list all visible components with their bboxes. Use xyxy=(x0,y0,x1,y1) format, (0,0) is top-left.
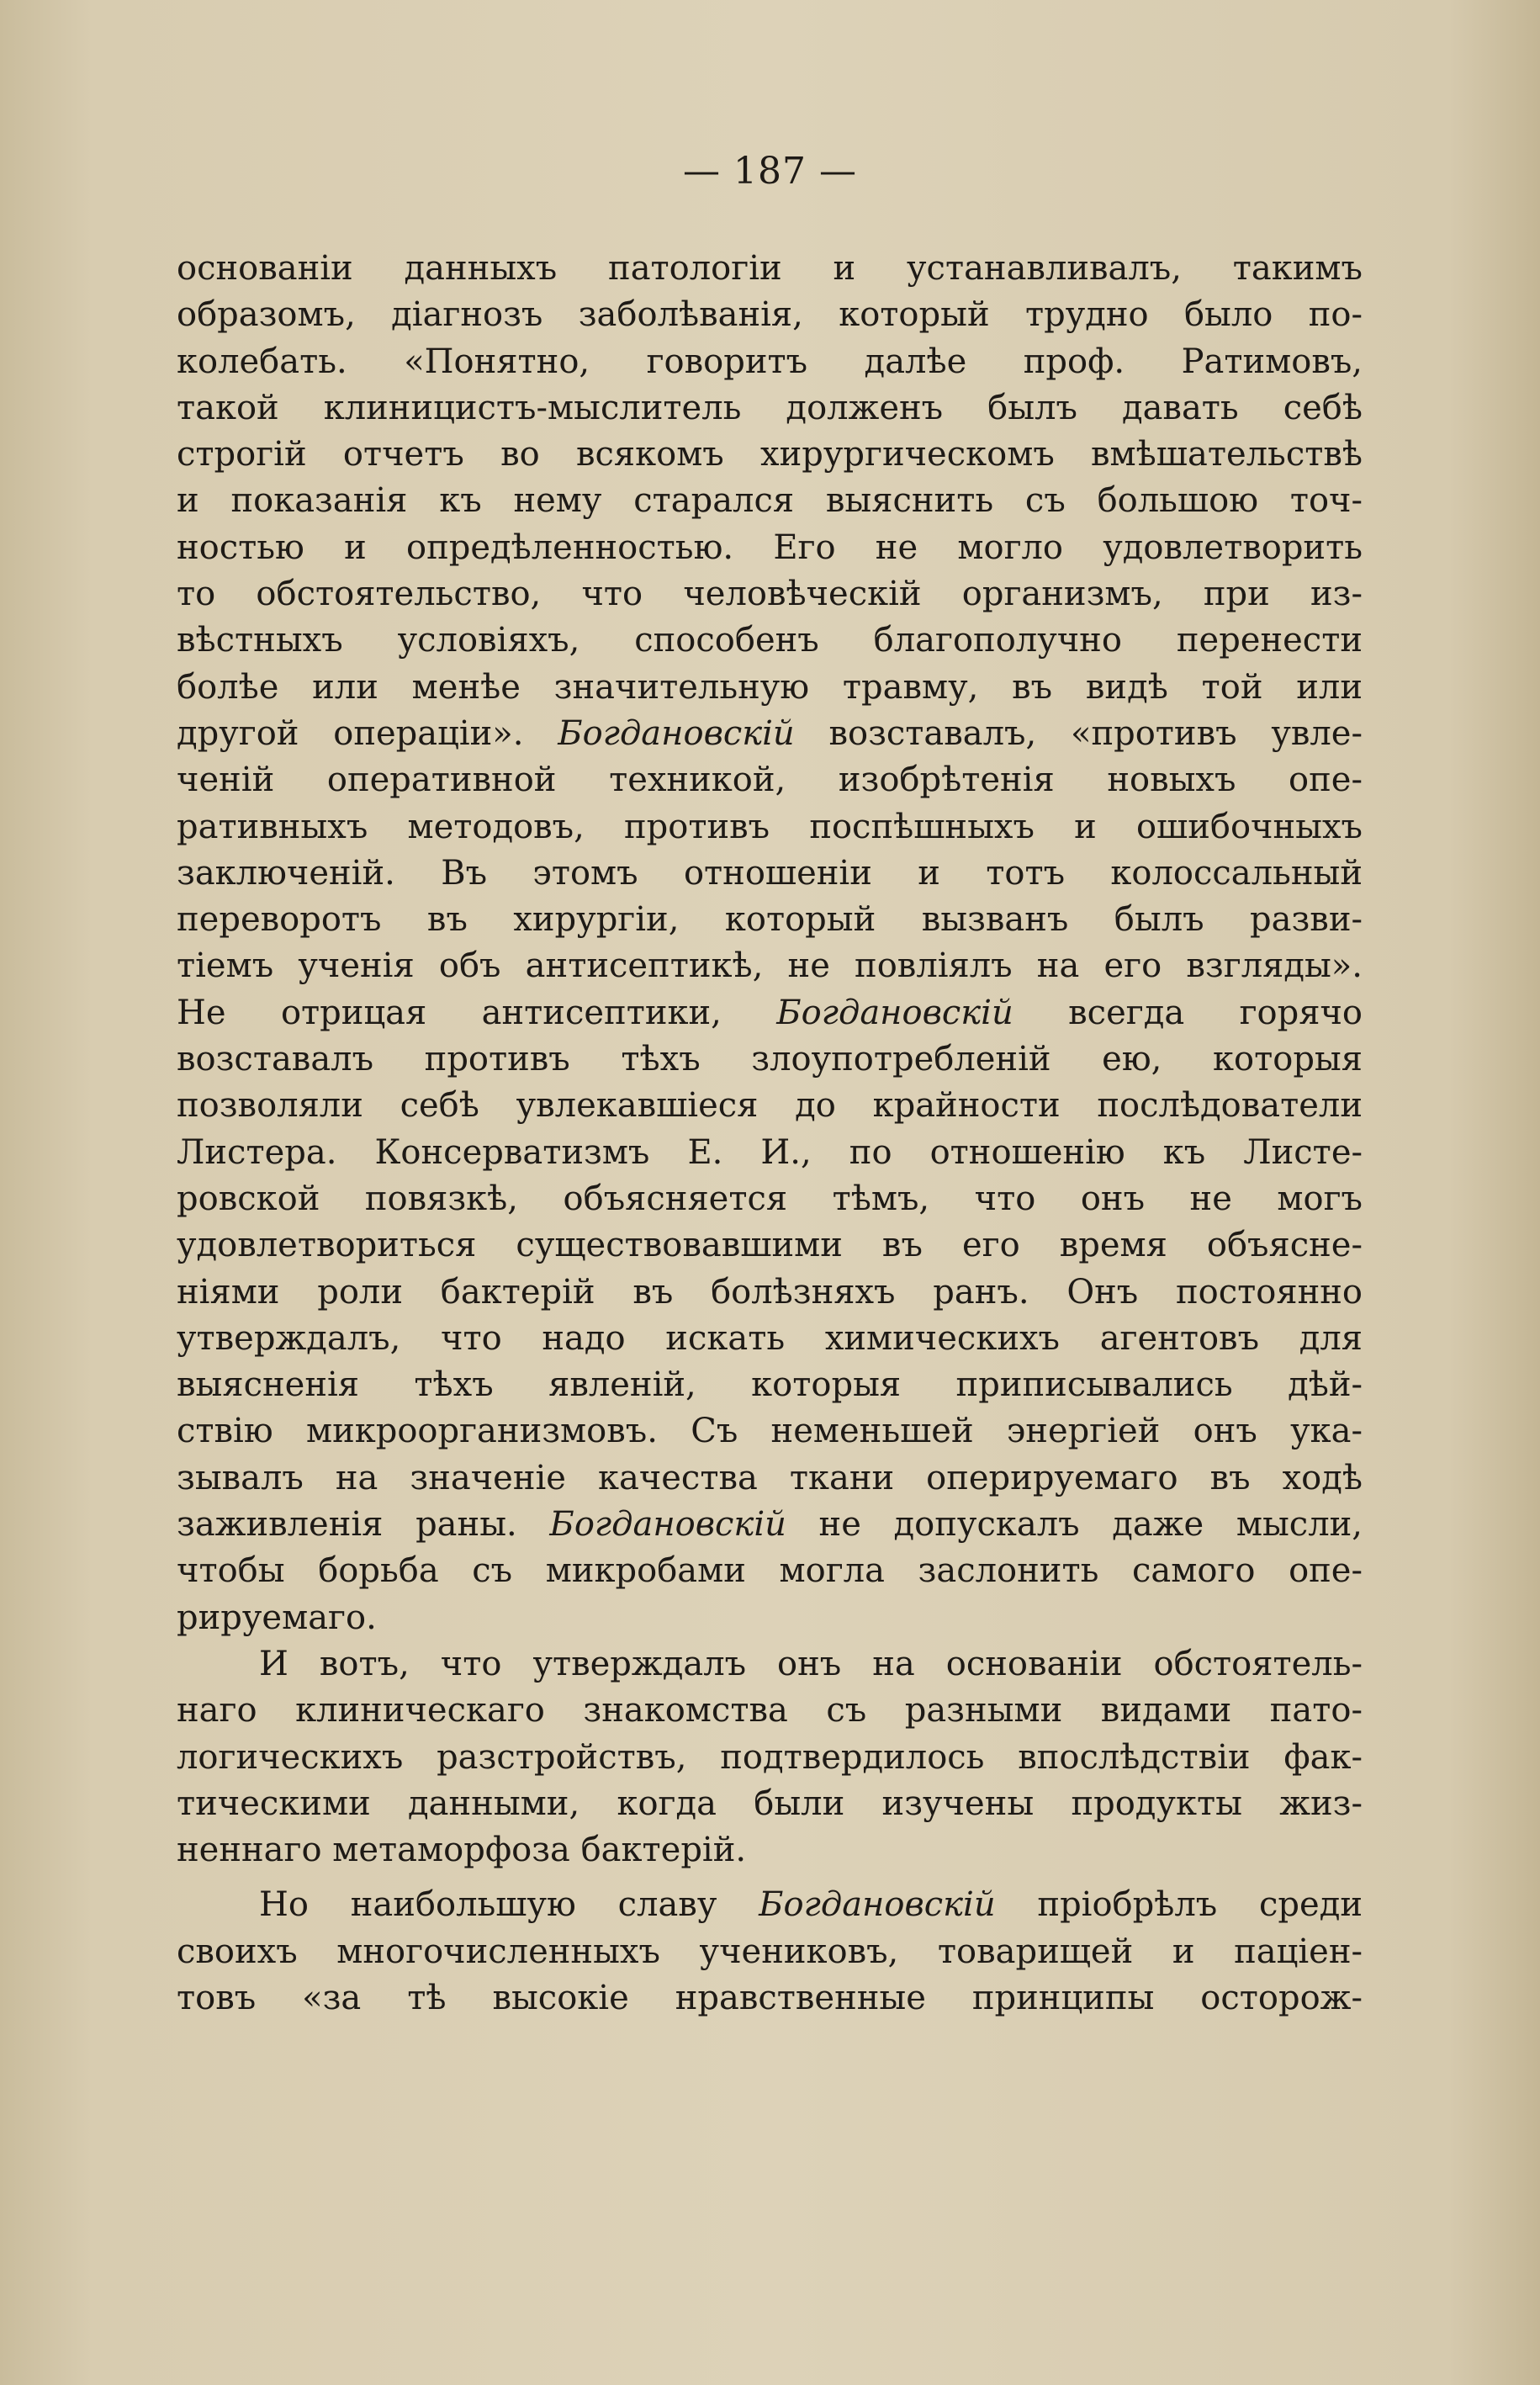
text-line: заживленія раны. Богдановскій не допускалъ даже мысли, xyxy=(177,1505,1363,1545)
text-line: ствію микроорганизмовъ. Съ неменьшей энергіей онъ ука- xyxy=(177,1412,1363,1451)
text-line: такой клиницистъ-мыслитель долженъ былъ давать себѣ xyxy=(177,388,1363,427)
text-line: основаніи данныхъ патологіи и устанавливалъ, такимъ xyxy=(177,249,1363,288)
text-line: ровской повязкѣ, объясняется тѣмъ, что онъ не могъ xyxy=(177,1179,1363,1218)
text-line: зывалъ на значеніе качества ткани оперируемаго въ ходѣ xyxy=(177,1458,1363,1497)
paragraph-gap xyxy=(177,1874,1363,1882)
text-line: позволяли себѣ увлекавшіеся до крайности послѣдователи xyxy=(177,1086,1363,1126)
text-line: чтобы борьба съ микробами могла заслонить самого опе- xyxy=(177,1551,1363,1591)
text-line: удовлетвориться существовавшими въ его время объясне- xyxy=(177,1226,1363,1265)
text-line: тическими данными, когда были изучены продукты жиз- xyxy=(177,1783,1363,1823)
text-line: товъ «за тѣ высокіе нравственные принципы осторож- xyxy=(177,1978,1363,2017)
italic-name: Богдановскій xyxy=(558,713,795,753)
text-line: вѣстныхъ условіяхъ, способенъ благополучно перенести xyxy=(177,621,1363,660)
italic-name: Богдановскій xyxy=(759,1885,996,1925)
text-line: болѣе или менѣе значительную травму, въ видѣ той или xyxy=(177,667,1363,707)
text-line: и показанія къ нему старался выяснить съ большою точ- xyxy=(177,481,1363,521)
text-line: строгій отчетъ во всякомъ хирургическомъ вмѣшательствѣ xyxy=(177,435,1363,474)
text-line: возставалъ противъ тѣхъ злоупотребленій ею, которыя xyxy=(177,1040,1363,1079)
text-line: рируемаго. xyxy=(177,1598,377,1637)
italic-name: Богдановскій xyxy=(549,1505,786,1545)
text-line: Не отрицая антисептики, Богдановскій всегда горячо xyxy=(177,993,1363,1032)
text-line: другой операціи». Богдановскій возставалъ, «противъ увле- xyxy=(177,713,1363,753)
text-line: своихъ многочисленныхъ учениковъ, товарищей и паціен- xyxy=(177,1932,1363,1971)
text-line: ративныхъ методовъ, противъ поспѣшныхъ и ошибочныхъ xyxy=(177,807,1363,846)
text-line: И вотъ, что утверждалъ онъ на основаніи обстоятель- xyxy=(259,1644,1363,1683)
text-line: Листера. Консерватизмъ Е. И., по отношенію къ Листе- xyxy=(177,1132,1363,1172)
text-line: ностью и опредѣленностью. Его не могло удовлетворить xyxy=(177,527,1363,567)
text-line: образомъ, діагнозъ заболѣванія, который трудно было по- xyxy=(177,295,1363,335)
text-line: наго клиническаго знакомства съ разными видами пато- xyxy=(177,1691,1363,1730)
text-line: неннаго метаморфоза бактерій. xyxy=(177,1831,747,1870)
text-line: тіемъ ученія объ антисептикѣ, не повліялъ на его взгляды». xyxy=(177,946,1363,986)
text-line: заключеній. Въ этомъ отношеніи и тотъ колоссальный xyxy=(177,853,1363,893)
body-text xyxy=(177,246,1363,2022)
text-line: утверждалъ, что надо искать химическихъ агентовъ для xyxy=(177,1318,1363,1358)
text-line: то обстоятельство, что человѣческій организмъ, при из- xyxy=(177,575,1363,614)
page-number: — 187 — xyxy=(683,150,857,193)
text-line: колебать. «Понятно, говоритъ далѣе проф. Ратимовъ, xyxy=(177,342,1363,381)
text-line: Но наибольшую славу Богдановскій пріобрѣлъ среди xyxy=(259,1885,1363,1925)
text-line: логическихъ разстройствъ, подтвердилось впослѣдствіи фак- xyxy=(177,1737,1363,1777)
text-line: выясненія тѣхъ явленій, которыя приписывались дѣй- xyxy=(177,1365,1363,1405)
text-line: ніями роли бактерій въ болѣзняхъ ранъ. Онъ постоянно xyxy=(177,1272,1363,1312)
text-line: переворотъ въ хирургіи, который вызванъ былъ разви- xyxy=(177,900,1363,940)
text-line: ченій оперативной техникой, изобрѣтенія новыхъ опе- xyxy=(177,761,1363,800)
italic-name: Богдановскій xyxy=(776,993,1013,1032)
